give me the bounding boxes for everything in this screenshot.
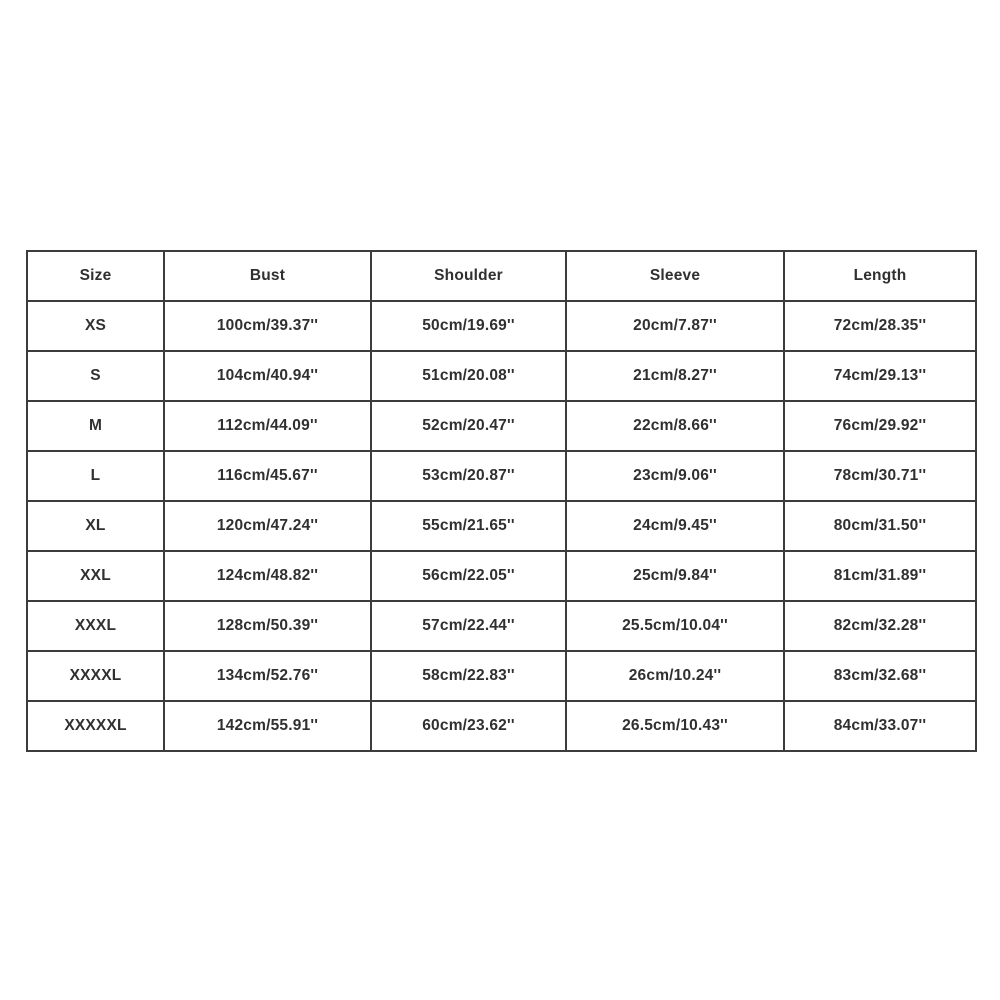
measurement-cell: 76cm/29.92'' — [784, 401, 976, 451]
measurement-cell: 78cm/30.71'' — [784, 451, 976, 501]
measurement-cell: 124cm/48.82'' — [164, 551, 371, 601]
size-label-cell: XXXL — [27, 601, 164, 651]
size-label-cell: XXL — [27, 551, 164, 601]
measurement-cell: 120cm/47.24'' — [164, 501, 371, 551]
column-header-length: Length — [784, 251, 976, 301]
size-label-cell: M — [27, 401, 164, 451]
table-row — [27, 351, 976, 401]
column-header-sleeve: Sleeve — [566, 251, 784, 301]
measurement-cell: 25.5cm/10.04'' — [566, 601, 784, 651]
measurement-cell: 80cm/31.50'' — [784, 501, 976, 551]
size-label-cell: S — [27, 351, 164, 401]
table-row — [27, 301, 976, 351]
table-row — [27, 551, 976, 601]
table-body — [27, 301, 976, 751]
measurement-cell: 56cm/22.05'' — [371, 551, 566, 601]
measurement-cell: 55cm/21.65'' — [371, 501, 566, 551]
measurement-cell: 84cm/33.07'' — [784, 701, 976, 751]
size-chart-table — [26, 250, 977, 752]
measurement-cell: 83cm/32.68'' — [784, 651, 976, 701]
size-label-cell: XS — [27, 301, 164, 351]
measurement-cell: 25cm/9.84'' — [566, 551, 784, 601]
size-label-cell: L — [27, 451, 164, 501]
table-row — [27, 701, 976, 751]
size-label-cell: XXXXL — [27, 651, 164, 701]
measurement-cell: 57cm/22.44'' — [371, 601, 566, 651]
table-row — [27, 451, 976, 501]
column-header-bust: Bust — [164, 251, 371, 301]
measurement-cell: 50cm/19.69'' — [371, 301, 566, 351]
measurement-cell: 22cm/8.66'' — [566, 401, 784, 451]
measurement-cell: 112cm/44.09'' — [164, 401, 371, 451]
measurement-cell: 23cm/9.06'' — [566, 451, 784, 501]
measurement-cell: 72cm/28.35'' — [784, 301, 976, 351]
size-label-cell: XXXXXL — [27, 701, 164, 751]
measurement-cell: 51cm/20.08'' — [371, 351, 566, 401]
measurement-cell: 100cm/39.37'' — [164, 301, 371, 351]
measurement-cell: 82cm/32.28'' — [784, 601, 976, 651]
measurement-cell: 128cm/50.39'' — [164, 601, 371, 651]
measurement-cell: 134cm/52.76'' — [164, 651, 371, 701]
measurement-cell: 21cm/8.27'' — [566, 351, 784, 401]
table-row — [27, 401, 976, 451]
measurement-cell: 81cm/31.89'' — [784, 551, 976, 601]
measurement-cell: 52cm/20.47'' — [371, 401, 566, 451]
table-row — [27, 501, 976, 551]
column-header-size: Size — [27, 251, 164, 301]
column-header-shoulder: Shoulder — [371, 251, 566, 301]
size-label-cell: XL — [27, 501, 164, 551]
table-row — [27, 601, 976, 651]
measurement-cell: 20cm/7.87'' — [566, 301, 784, 351]
measurement-cell: 74cm/29.13'' — [784, 351, 976, 401]
measurement-cell: 60cm/23.62'' — [371, 701, 566, 751]
measurement-cell: 26.5cm/10.43'' — [566, 701, 784, 751]
measurement-cell: 116cm/45.67'' — [164, 451, 371, 501]
measurement-cell: 58cm/22.83'' — [371, 651, 566, 701]
table-row — [27, 651, 976, 701]
measurement-cell: 53cm/20.87'' — [371, 451, 566, 501]
measurement-cell: 142cm/55.91'' — [164, 701, 371, 751]
measurement-cell: 104cm/40.94'' — [164, 351, 371, 401]
measurement-cell: 24cm/9.45'' — [566, 501, 784, 551]
header-row — [27, 251, 976, 301]
measurement-cell: 26cm/10.24'' — [566, 651, 784, 701]
